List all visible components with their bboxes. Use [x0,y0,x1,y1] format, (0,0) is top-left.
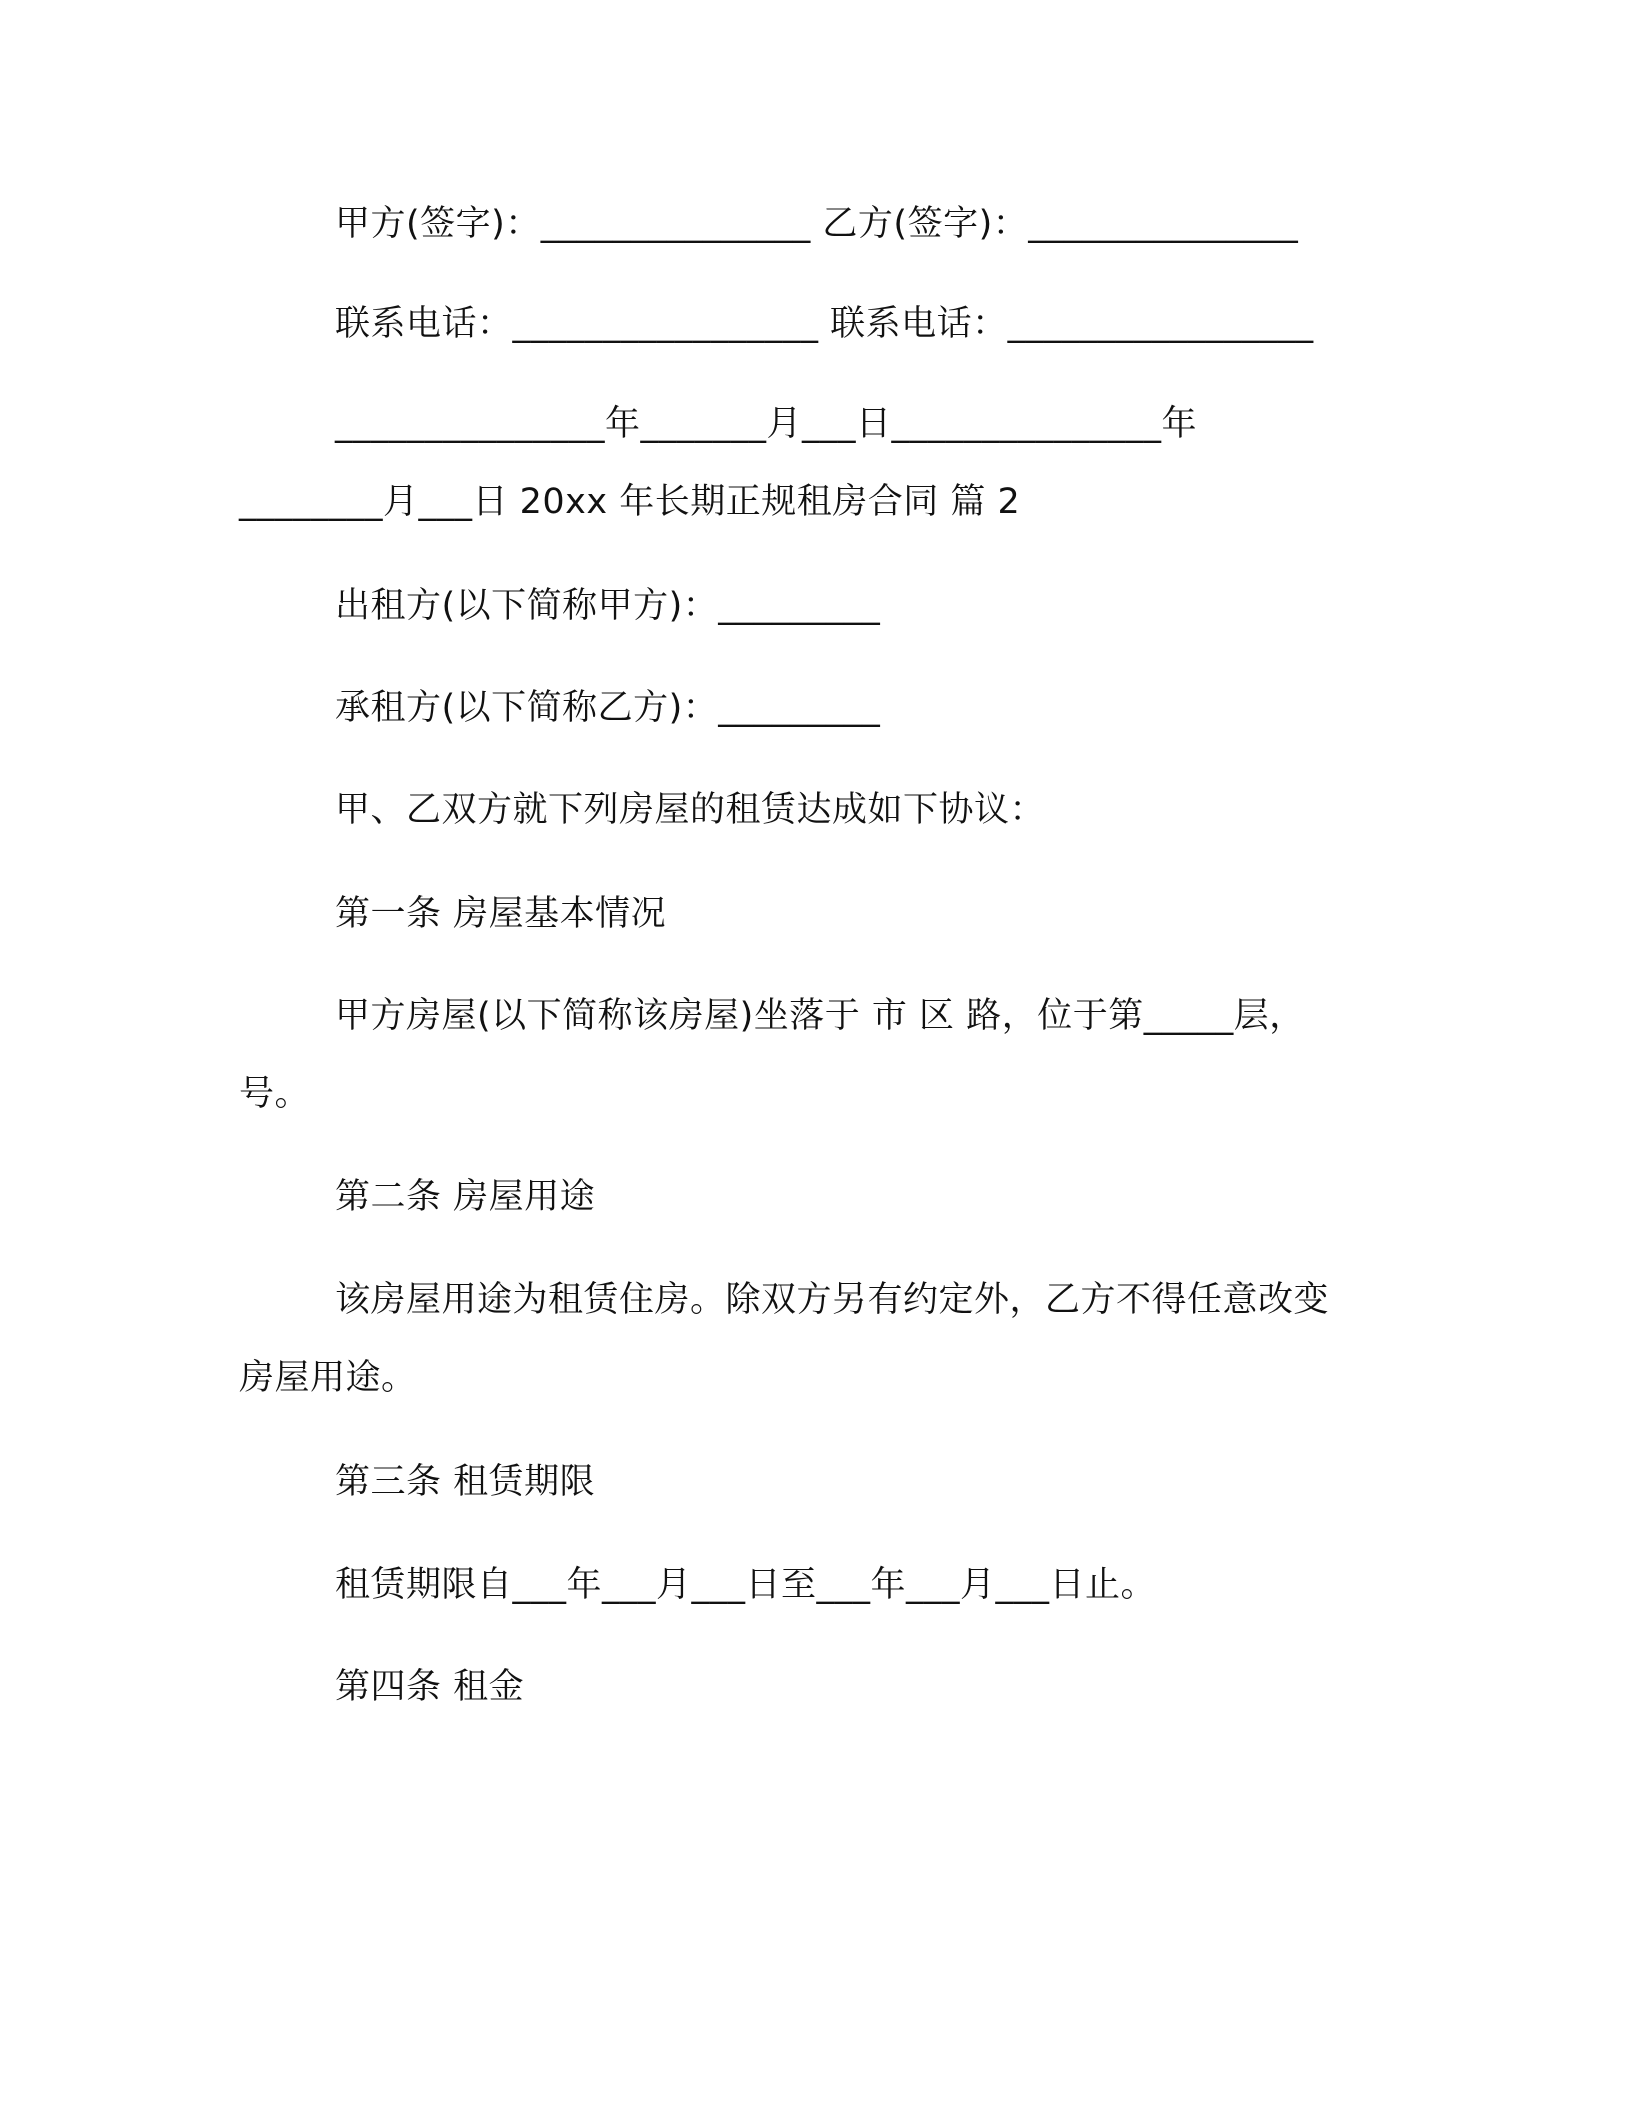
article-4-heading: 第四条 租金 [335,1667,525,1707]
date-line: _______________年_______月___日_______________年 [335,404,1198,444]
article-2-text: 该房屋用途为租赁住房。除双方另有约定外，乙方不得任意改变 [335,1280,1330,1320]
article-2-text-cont: 房屋用途。 [239,1358,417,1398]
lessee-line: 承租方(以下简称乙方)：_________ [335,688,881,728]
article-1-text: 甲方房屋(以下简称该房屋)坐落于 市 区 路，位于第_____层， [335,996,1305,1036]
lessor-line: 出租方(以下简称甲方)：_________ [335,586,881,626]
article-1-text-cont: 号。 [239,1074,311,1114]
signature-line: 甲方(签字)：_______________ 乙方(签字)：_______________ [335,204,1299,244]
article-2-heading: 第二条 房屋用途 [335,1177,596,1217]
section-title-line: ________月___日 20xx 年长期正规租房合同 篇 2 [239,482,1021,522]
article-1-heading: 第一条 房屋基本情况 [335,894,667,934]
phone-line: 联系电话：_________________ 联系电话：_________________ [335,304,1314,344]
article-3-text: 租赁期限自___年___月___日至___年___月___日止。 [335,1565,1157,1605]
agreement-intro: 甲、乙双方就下列房屋的租赁达成如下协议： [335,790,1046,830]
article-3-heading: 第三条 租赁期限 [335,1462,596,1502]
